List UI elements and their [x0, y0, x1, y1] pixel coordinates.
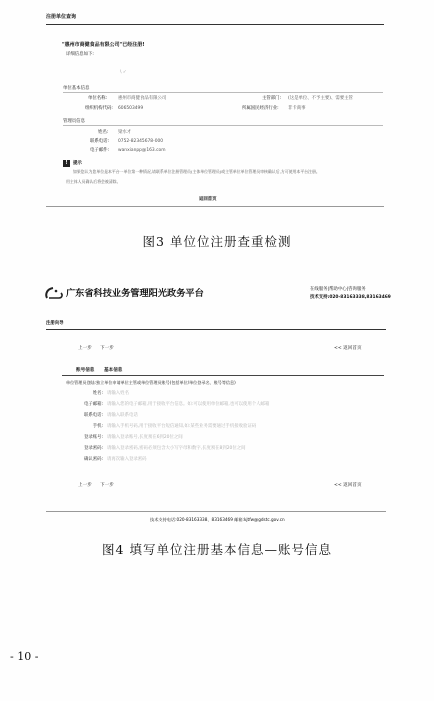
login-account-input[interactable]: 请输入登录账号,长度须在6到20位之间	[107, 435, 183, 440]
fig3-stray-mark: \ ✓	[120, 70, 127, 75]
field-label: 确认密码:	[83, 457, 103, 462]
fig3-org-code-label: 组织机构代码:	[85, 106, 113, 111]
fig3-admin-phone-label: 联系电话:	[90, 139, 110, 144]
fig3-tip-line2: 用主体人员确认后将会被清除。	[66, 179, 121, 184]
field-row	[75, 390, 129, 396]
support-phone: 技术支持:020-83163338,83163469	[310, 295, 391, 300]
fig3-tip-label: 提示	[73, 161, 82, 166]
fig3-dept-value: (这是单位、不予主要)、需要主管	[288, 96, 353, 101]
fig3-industry-value: 非卡商事	[288, 106, 306, 111]
field-row	[75, 401, 269, 407]
fig3-unit-name-label: 单位名称:	[88, 96, 108, 101]
fig3-section-admin: 管理员信息	[63, 119, 85, 124]
back-home-link-bottom[interactable]: << 返回首页	[334, 483, 362, 488]
fig3-admin-email-value: wanxianpp@163.com	[118, 148, 166, 153]
return-home-button[interactable]: 返回首页	[199, 197, 217, 202]
fig3-admin-name-label: 姓名:	[98, 130, 109, 135]
fig3-admin-phone-value: 0752-82345678-000	[118, 139, 164, 144]
fig3-caption: 图3 单位位注册查重检测	[142, 234, 292, 249]
alert-icon: !	[63, 160, 70, 167]
phone-input[interactable]: 请输入联系电话	[107, 413, 138, 418]
registration-guide-nav[interactable]: 注册向导	[46, 321, 64, 326]
fig3-section-admin-line	[63, 125, 383, 126]
next-step-button-top[interactable]: 下一步	[100, 346, 114, 351]
password-input[interactable]: 请输入登录密码,密码必须包含大小写字母和数字,长度须在8到20位之间	[107, 446, 246, 451]
fig3-company-registered: "惠州市商健食品有限公司"已经注册!	[62, 42, 145, 48]
fig3-tip-line1: 如果您认为您单位是本平台一单位第一种情况,请联系单位注册管理员(主体单位管理员)或主管单位单位管理员审核确认后,方可使用本平台注册。	[73, 169, 320, 174]
fig3-bottom-line	[46, 206, 384, 207]
footer-support: 技术支持电话:020-83163338、83163469 邮箱:kjtfw@gdstc.gov.cn	[150, 517, 285, 522]
nav-line	[46, 329, 386, 330]
back-home-link-top[interactable]: << 返回首页	[334, 346, 362, 351]
fig3-header: 注册单位查询	[46, 14, 77, 20]
admin-note: 单位管理员登陆:独立单位申请单位主管或单位管理员账号(包括单位/单位登录名、账号等信息)	[66, 380, 236, 385]
name-input[interactable]: 请输入姓名	[107, 391, 129, 396]
field-label: 联系电话:	[83, 413, 103, 418]
fig3-dept-label: 主管部门:	[262, 96, 282, 101]
fig3-org-code-value: 606503499	[118, 106, 144, 111]
platform-title: 广东省科技业务管理阳光政务平台	[66, 288, 204, 299]
tab-line	[62, 375, 384, 376]
fig3-header-line	[46, 24, 384, 25]
confirm-password-input[interactable]: 请再次输入登录密码	[107, 457, 147, 462]
field-row	[75, 412, 138, 418]
field-row	[75, 445, 246, 451]
prev-step-button-bottom[interactable]: 上一步	[78, 483, 92, 488]
fig3-detail-title: 详细信息如下:	[66, 52, 94, 57]
page-number: - 10 -	[10, 650, 39, 663]
top-links[interactable]: 在线服务|帮助中心|咨询服务	[310, 287, 366, 292]
prev-step-button-top[interactable]: 上一步	[78, 346, 92, 351]
field-label: 登录密码:	[83, 446, 103, 451]
footer-line	[46, 511, 386, 512]
fig3-admin-name-value: 梁水才	[118, 130, 132, 135]
field-label: 电子邮箱:	[83, 402, 103, 407]
tab-basic-info[interactable]: 基本信息	[104, 368, 123, 373]
field-row	[75, 456, 147, 462]
fig3-unit-name-value: 惠州市商健食品有限公司	[118, 96, 167, 101]
field-label: 手机:	[92, 424, 103, 429]
field-row	[75, 423, 256, 429]
next-step-button-bottom[interactable]: 下一步	[100, 483, 114, 488]
field-label: 登录账号:	[83, 435, 103, 440]
fig3-industry-label: 所属国民经济行业:	[242, 106, 279, 111]
field-label: 姓名:	[92, 391, 103, 396]
tab-account-info[interactable]: 账号信息	[76, 368, 95, 373]
email-input[interactable]: 请输入您的电子邮箱,用于接收平台信息。如:可以使用单位邮箱,也可以使用个人邮箱	[107, 402, 270, 407]
field-row	[75, 434, 183, 440]
fig4-caption: 图4 填写单位注册基本信息—账号信息	[102, 542, 332, 557]
mobile-input[interactable]: 请输入手机号码,用于接收平台短信通知,如:某些业务需要通过手机接收验证码	[107, 424, 257, 429]
fig3-section-unit-line	[63, 92, 383, 93]
fig3-section-unit: 单位基本信息	[63, 86, 90, 91]
platform-logo-icon	[44, 285, 64, 299]
fig3-admin-email-label: 电子邮件:	[90, 148, 110, 153]
